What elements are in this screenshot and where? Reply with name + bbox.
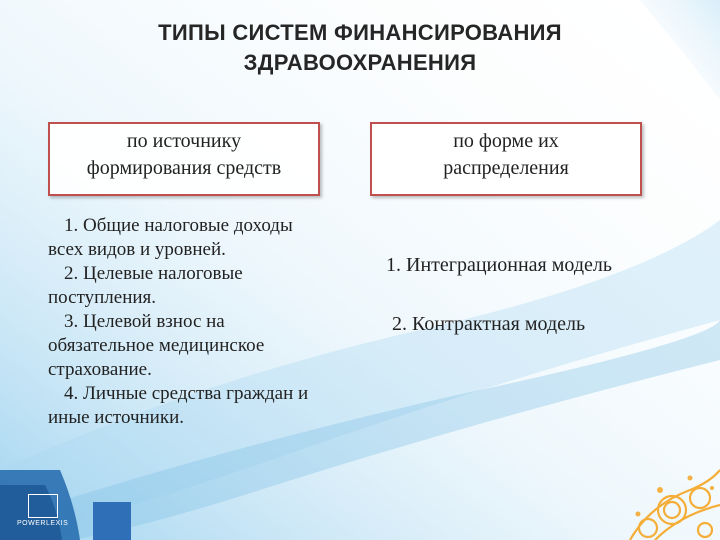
category-box-source-line-1: по источнику (126, 130, 242, 152)
model-list (386, 252, 706, 370)
decorative-square (93, 502, 131, 540)
category-box-source (48, 122, 320, 196)
model-list-item: 2. Контрактная модель (392, 313, 586, 335)
slide-title-line-1: ТИПЫ СИСТЕМ ФИНАНСИРОВАНИЯ (158, 20, 562, 45)
category-box-source-line-2: формирования средств (86, 157, 282, 179)
source-list-item: 4. Личные средства граждан и иные источники. (48, 383, 309, 428)
category-box-distribution-line-2: распределения (443, 157, 569, 179)
slide-title (60, 18, 660, 78)
source-list-item: 1. Общие налоговые доходы всех видов и уровней. (48, 215, 293, 260)
category-box-distribution (370, 122, 642, 196)
source-list-item: 3. Целевой взнос на обязательное медицинское страхование. (48, 311, 265, 380)
source-list (48, 214, 328, 430)
model-list-item: 1. Интеграционная модель (386, 254, 612, 276)
category-box-distribution-line-1: по форме их (453, 130, 559, 152)
slide-title-line-2: ЗДРАВООХРАНЕНИЯ (243, 50, 477, 75)
logo-icon (28, 494, 58, 518)
logo-text: POWERLEXIS (17, 520, 69, 527)
source-list-item: 2. Целевые налоговые поступления. (48, 263, 243, 308)
